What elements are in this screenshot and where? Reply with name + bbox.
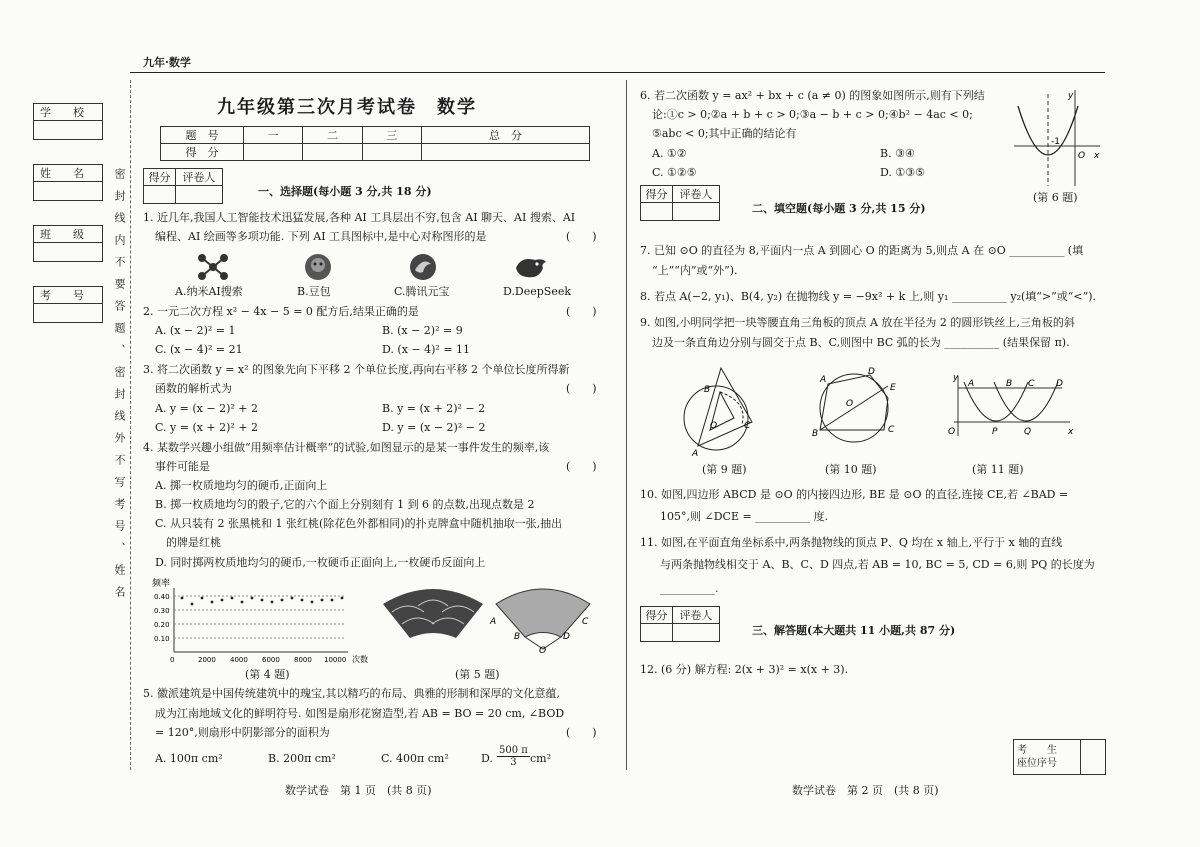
- fig10-inscribed-quad: [808, 366, 904, 450]
- section-1-title: 一、选择题(每小题 3 分,共 18 分): [258, 185, 432, 198]
- q3-bracket: ( ): [566, 382, 597, 395]
- grader-reviewer-cell[interactable]: [672, 624, 719, 642]
- fig9-label-a: A: [692, 449, 699, 458]
- score-cell[interactable]: [362, 144, 421, 161]
- q6-option-a: A. ①②: [652, 147, 687, 160]
- q3-option-d: D. y = (x − 2)² − 2: [382, 421, 486, 434]
- q6-line2: 论:①c > 0;②a + b + c > 0;③a − b + c > 0;④b² − 4ac < 0;: [652, 108, 973, 121]
- q2-option-b: B. (x − 2)² = 9: [382, 324, 463, 337]
- q12-stem: 12. (6 分) 解方程: 2(x + 3)² = x(x + 3).: [640, 663, 849, 676]
- fig10-label-d: D: [868, 367, 875, 377]
- fig4-ytick: 0.40: [154, 593, 170, 601]
- fig4-point: [201, 597, 204, 600]
- fig5-fan-window: [378, 582, 598, 654]
- q3-option-c: C. y = (x + 2)² + 2: [155, 421, 259, 434]
- q5-d-numerator: 500 π: [499, 745, 528, 756]
- course-header: 九年·数学: [143, 56, 191, 69]
- seat-number-label: [1014, 740, 1081, 775]
- fig4-ytick: 0.20: [154, 621, 170, 629]
- fig4-xtick: 4000: [230, 656, 248, 664]
- q2-option-d: D. (x − 4)² = 11: [382, 343, 471, 356]
- footer-left: 数学试卷 第 1 页 (共 8 页): [285, 784, 432, 797]
- q4-option-d: D. 同时掷两枚质地均匀的硬币,一枚硬币正面向上,一枚硬币反面向上: [155, 556, 486, 569]
- q2-option-c: C. (x − 4)² = 21: [155, 343, 243, 356]
- q2-bracket: ( ): [566, 305, 597, 318]
- school-label: 学 校: [34, 104, 102, 121]
- fig11-label-d: D: [1056, 379, 1063, 389]
- fig11-label-b: B: [1006, 379, 1013, 389]
- q11-line2: 与两条抛物线相交于 A、B、C、D 四点,若 AB = 10, BC = 5, CD = 6,则 PQ 的长度为: [660, 558, 1095, 571]
- fig10-label-e: E: [890, 383, 896, 393]
- grader-box: [640, 606, 720, 642]
- q3-option-a: A. y = (x − 2)² + 2: [155, 402, 258, 415]
- q5-option-a: A. 100π cm²: [155, 752, 223, 765]
- score-cell[interactable]: [303, 144, 362, 161]
- fig4-point: [181, 597, 184, 600]
- fig5-label-d: D: [563, 632, 570, 642]
- grader-score-cell[interactable]: [641, 624, 673, 642]
- fig4-point: [261, 599, 264, 602]
- fig4-xticks: [170, 656, 346, 664]
- exam-number-label: 考 号: [34, 287, 102, 304]
- fig4-gridlines: [174, 596, 344, 638]
- fig4-caption: (第 4 题): [245, 668, 290, 681]
- fig9-circle-triangle: [676, 362, 766, 458]
- fig5-label-a: A: [490, 617, 497, 627]
- fig10-caption: (第 10 题): [825, 463, 877, 476]
- fig4-point: [231, 597, 234, 600]
- fig11-caption: (第 11 题): [972, 463, 1024, 476]
- fig4-xtick: 0: [170, 656, 175, 664]
- grader-reviewer-cell[interactable]: [672, 203, 719, 221]
- score-cell[interactable]: [421, 144, 589, 161]
- q4-option-a: A. 掷一枚质地均匀的硬币,正面向上: [155, 479, 328, 492]
- fig10-label-c: C: [888, 425, 895, 435]
- q6-option-b: B. ③④: [880, 147, 915, 160]
- q10-line1: 10. 如图,四边形 ABCD 是 ⊙O 的内接四边形, BE 是 ⊙O 的直径,连接 CE,若 ∠BAD =: [640, 488, 1069, 501]
- q1-option-c: C.腾讯元宝: [394, 285, 450, 298]
- q4-line2: 事件可能是: [155, 460, 210, 473]
- q5-line2: 成为江南地域文化的鲜明符号. 如图是扇形花窗造型,若 AB = BO = 20 cm, ∠BOD: [155, 707, 565, 720]
- grader-score-label: 得分: [641, 186, 673, 203]
- q1-option-d: D.DeepSeek: [503, 285, 572, 298]
- fig10-label-b: B: [812, 429, 819, 439]
- q4-option-c-line2: 的牌是红桃: [166, 536, 221, 549]
- fig9-label-c: C: [744, 421, 751, 431]
- section-3-title: 三、解答题(本大题共 11 小题,共 87 分): [752, 624, 956, 637]
- fig4-point: [331, 599, 334, 602]
- q10-line2: 105°,则 ∠DCE = __________ 度.: [660, 510, 829, 523]
- fig4-point: [191, 603, 194, 606]
- fig6-minus-one: -1: [1051, 137, 1060, 147]
- fig4-point: [221, 599, 224, 602]
- fig11-label-q: Q: [1024, 427, 1032, 437]
- fig9-label-b: B: [704, 385, 711, 395]
- fig4-point: [271, 601, 274, 604]
- q5-option-d-fraction: [497, 745, 530, 768]
- score-row-label: 得 分: [161, 144, 244, 161]
- q6-line3: ⑤abc < 0;其中正确的结论有: [652, 127, 797, 140]
- q7-line2: “上”“内”或“外”).: [652, 264, 738, 277]
- fig5-label-o: O: [539, 646, 547, 654]
- fig5-label-c: C: [582, 617, 589, 627]
- fig6-x-label: x: [1094, 151, 1100, 161]
- fig9-circle: [684, 386, 748, 450]
- section-2-title: 二、填空题(每小题 3 分,共 15 分): [752, 202, 926, 215]
- page-divider: [626, 80, 627, 770]
- grader-reviewer-cell[interactable]: [175, 186, 222, 204]
- fig11-origin: O: [948, 427, 956, 437]
- fig4-xtick: 10000: [324, 656, 347, 664]
- exam-number-field[interactable]: [33, 286, 103, 323]
- q3-line1: 3. 将二次函数 y = x² 的图象先向下平移 2 个单位长度,再向右平移 2 个单位长度所得新: [143, 363, 570, 376]
- fig4-xlabel: 次数: [352, 655, 368, 664]
- fig4-point: [341, 597, 344, 600]
- fig9-caption: (第 9 题): [702, 463, 747, 476]
- fig4-xtick: 6000: [262, 656, 280, 664]
- student-info-sidebar: [33, 103, 103, 323]
- fig5-fan-right: [496, 589, 590, 637]
- name-field[interactable]: [33, 164, 103, 201]
- q6-option-c: C. ①②⑤: [652, 166, 697, 179]
- name-label: 姓 名: [34, 165, 102, 182]
- grader-box: [143, 168, 223, 204]
- seat-label-line1: 考 生: [1017, 745, 1057, 756]
- fig4-points: [181, 597, 344, 606]
- fig5-caption: (第 5 题): [455, 668, 500, 681]
- header-rule: [130, 72, 1105, 73]
- q8-stem: 8. 若点 A(−2, y₁)、B(4, y₂) 在抛物线 y = −9x² + k 上,则 y₁ __________ y₂(填“>”或“<”).: [640, 290, 1096, 303]
- q3-option-b: B. y = (x + 2)² − 2: [382, 402, 486, 415]
- q1-line1: 1. 近几年,我国人工智能技术迅猛发展,各种 AI 工具层出不穷,包含 AI 聊天、AI 搜索、AI: [143, 211, 576, 224]
- fig4-frequency-chart: [148, 574, 383, 666]
- q1-line2: 编程、AI 绘画等多项功能. 下列 AI 工具图标中,是中心对称图形的是: [155, 230, 487, 243]
- q5-line3: = 120°,则扇形中阴影部分的面积为: [155, 726, 330, 739]
- fig5-label-b: B: [514, 632, 521, 642]
- score-header-cell: 题 号: [161, 127, 244, 144]
- page-title: 九年级第三次月考试卷 数学: [217, 97, 477, 118]
- q6-line1: 6. 若二次函数 y = ax² + bx + c (a ≠ 0) 的图象如图所示,则有下列结: [640, 89, 985, 102]
- fig4-point: [241, 601, 244, 604]
- school-field[interactable]: [33, 103, 103, 140]
- grader-score-cell[interactable]: [641, 203, 673, 221]
- q9-line2: 边及一条直角边分别与圆交于点 B、C,则图中 BC 弧的长为 __________ (结果保留 π).: [652, 336, 1070, 349]
- q2-stem: 2. 一元二次方程 x² − 4x − 5 = 0 配方后,结果正确的是: [143, 305, 419, 318]
- deepseek-icon: [513, 252, 549, 282]
- seal-line: [130, 80, 131, 770]
- q5-bracket: ( ): [566, 726, 597, 739]
- fig6-origin: O: [1078, 151, 1086, 161]
- q4-option-b: B. 掷一枚质地均匀的骰子,它的六个面上分别刻有 1 到 6 的点数,出现点数是 2: [155, 498, 535, 511]
- q5-option-b: B. 200π cm²: [268, 752, 336, 765]
- fig6-caption: (第 6 题): [1033, 191, 1078, 204]
- fig11-two-parabolas: [944, 370, 1076, 440]
- grader-box: [640, 185, 720, 221]
- fig10-label-o: O: [846, 399, 854, 409]
- q5-d-denominator: 3: [510, 757, 517, 768]
- score-header-cell: 二: [303, 127, 362, 144]
- grader-score-label: 得分: [144, 169, 176, 186]
- q4-option-c-line1: C. 从只装有 2 张黑桃和 1 张红桃(除花色外都相同)的扑克牌盒中随机抽取一张,抽出: [155, 517, 563, 530]
- q4-bracket: ( ): [566, 460, 597, 473]
- fig4-point: [301, 599, 304, 602]
- seat-number-box: [1013, 739, 1106, 775]
- grader-reviewer-label: 评卷人: [175, 169, 222, 186]
- fig11-label-p: P: [992, 427, 998, 437]
- q6-option-d: D. ①③⑤: [880, 166, 926, 179]
- seat-label-line2: 座位序号: [1017, 758, 1057, 769]
- fig4-ytick: 0.10: [154, 635, 170, 643]
- fig4-yticks: [154, 593, 170, 643]
- grader-score-cell[interactable]: [144, 186, 176, 204]
- fig11-label-c: C: [1028, 379, 1035, 389]
- fig5-fan-left: [383, 589, 483, 638]
- fig4-point: [211, 601, 214, 604]
- fig6-parabola: [1010, 86, 1102, 190]
- yuanbao-icon: [408, 252, 438, 282]
- score-cell[interactable]: [244, 144, 303, 161]
- q5-option-c: C. 400π cm²: [381, 752, 449, 765]
- fig4-xtick: 2000: [198, 656, 216, 664]
- q5-option-d-prefix: D.: [481, 752, 493, 765]
- q3-line2: 函数的解析式为: [155, 382, 232, 395]
- q2-option-a: A. (x − 2)² = 1: [155, 324, 236, 337]
- fig4-point: [321, 599, 324, 602]
- footer-right: 数学试卷 第 2 页 (共 8 页): [792, 784, 939, 797]
- q9-line1: 9. 如图,小明同学把一块等腰直角三角板的顶点 A 放在半径为 2 的圆形铁丝上,三角板的斜: [640, 316, 1075, 329]
- fig10-label-a: A: [820, 375, 827, 385]
- fig4-point: [251, 597, 254, 600]
- score-header-cell: 三: [362, 127, 421, 144]
- q7-line1: 7. 已知 ⊙O 的直径为 8,平面内一点 A 到圆心 O 的距离为 5,则点 A 在 ⊙O __________ (填: [640, 244, 1084, 257]
- q1-bracket: ( ): [566, 230, 597, 243]
- seal-line-text: 密封线内不要答题、密封线外不写考号、姓名: [113, 168, 126, 608]
- fig4-point: [291, 597, 294, 600]
- fig4-ylabel: 频率: [152, 579, 171, 589]
- q11-line3: __________.: [660, 582, 719, 595]
- q4-line1: 4. 某数学兴趣小组做“用频率估计概率”的试验,如图显示的是某一事件发生的频率,该: [143, 441, 550, 454]
- nano-ai-icon: [195, 252, 231, 282]
- fig4-point: [311, 601, 314, 604]
- q1-option-a: A.纳米AI搜索: [175, 285, 243, 298]
- fig11-label-a: A: [968, 379, 975, 389]
- fig4-xtick: 8000: [294, 656, 312, 664]
- score-header-cell: 总 分: [421, 127, 589, 144]
- fig4-ytick: 0.30: [154, 607, 170, 615]
- fig4-point: [281, 599, 284, 602]
- score-table: [160, 126, 590, 161]
- grader-reviewer-label: 评卷人: [672, 607, 719, 624]
- q5-line1: 5. 徽派建筑是中国传统建筑中的瑰宝,其以精巧的布局、典雅的形制和深厚的文化意蕴,: [143, 687, 560, 700]
- grader-reviewer-label: 评卷人: [672, 186, 719, 203]
- q11-line1: 11. 如图,在平面直角坐标系中,两条抛物线的顶点 P、Q 均在 x 轴上,平行于 x 轴的直线: [640, 536, 1063, 549]
- class-field[interactable]: [33, 225, 103, 262]
- score-header-cell: 一: [244, 127, 303, 144]
- q1-option-b: B.豆包: [297, 285, 331, 298]
- seat-number-cell[interactable]: [1081, 740, 1106, 775]
- q5-option-d-unit: cm²: [530, 752, 552, 765]
- fig11-x-label: x: [1068, 427, 1074, 437]
- fig6-y-label: y: [1068, 91, 1074, 101]
- grader-score-label: 得分: [641, 607, 673, 624]
- class-label: 班 级: [34, 226, 102, 243]
- fig11-y-label: y: [953, 373, 959, 383]
- doubao-icon: [303, 252, 333, 282]
- fig9-label-o: O: [710, 421, 718, 431]
